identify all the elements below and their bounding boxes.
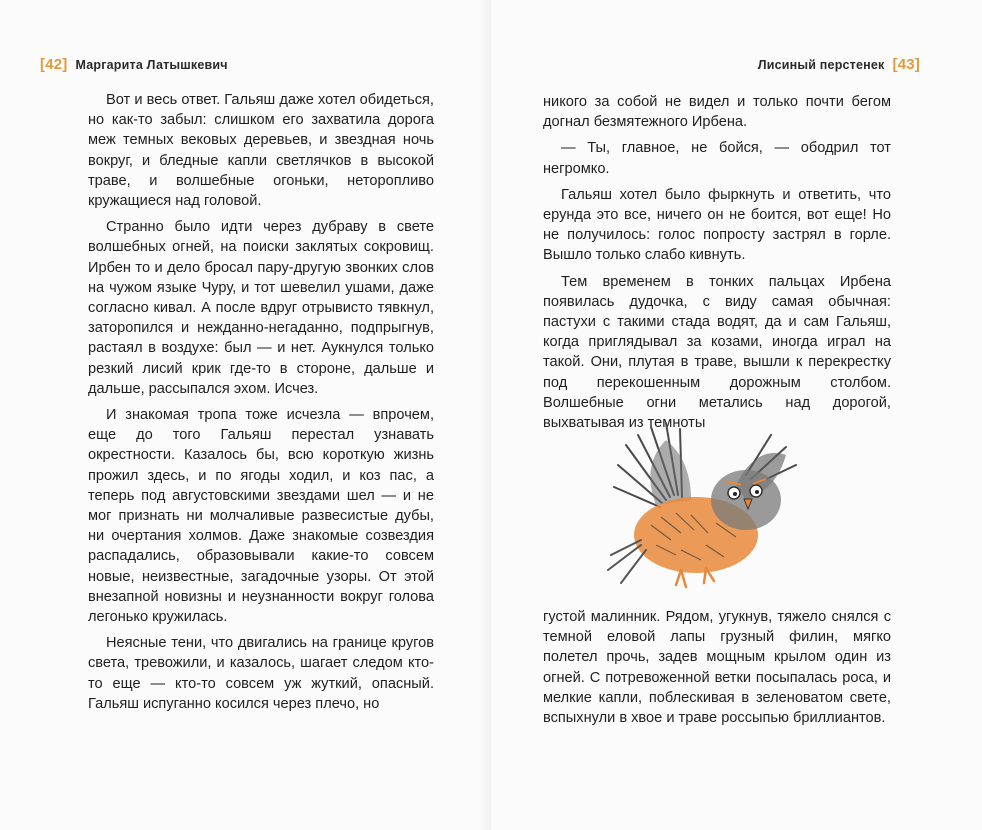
paragraph: Тем временем в тонких пальцах Ирбена появилась дудочка, с виду самая обычная: пастухи с такими стада водят, да и сам Гальяш, когда приглядывал за козами, иногда играл на такой. Они, плутая в траве, вышли к перекрестку под перекошенным дорожным столбом. Волшебные огни метались над дорогой, выхватывая из темноты bbox=[543, 273, 891, 432]
left-text-block bbox=[88, 90, 434, 720]
left-author-name: Маргарита Латышкевич bbox=[75, 58, 228, 72]
paragraph: Неясные тени, что двигались на границе кругов света, тревожили, и казалось, шагает следом кто-то еще — кто-то совсем уж жуткий, опасный. Гальяш испуганно косился через плечо, но bbox=[88, 635, 434, 712]
right-text-block-top bbox=[543, 92, 891, 439]
right-text-block-bottom bbox=[543, 607, 891, 734]
paragraph: — Ты, главное, не бойся, — ободрил тот негромко. bbox=[543, 140, 891, 177]
left-running-head bbox=[40, 56, 228, 73]
left-page-number: [42] bbox=[40, 56, 68, 73]
right-page bbox=[491, 0, 982, 830]
owl-illustration bbox=[596, 405, 826, 600]
paragraph: Странно было идти через дубраву в свете волшебных огней, на поиски заклятых сокровищ. Ирбен то и дело бросал пару-другую звонких слов на чужом языке Чуру, и тот шевелил ушами, даже согласно кивал. А после вдруг отрывисто тявкнул, заторопился и нежданно-негаданно, подпрыгнув, растаял в воздухе: был — и нет. Аукнулся только резкий лисий крик где-то в стороне, дальше и дальше, рассыпался эхом. Исчез. bbox=[88, 219, 434, 397]
right-running-head bbox=[758, 56, 920, 73]
owl-wing-shadow bbox=[650, 440, 691, 505]
right-chapter-title: Лисиный перстенек bbox=[757, 58, 885, 72]
paragraph: Гальяш хотел было фыркнуть и ответить, что ерунда это все, ничего он не боится, вот еще! Но не получилось: голос попросту застрял в горле. Вышло только слабо кивнуть. bbox=[543, 186, 891, 264]
paragraph: Вот и весь ответ. Гальяш даже хотел обидеться, но как-то забыл: слишком его захватила дорога меж темных вековых деревьев, и звездная ночь вокруг, и бледные капли светлячков в высокой траве, и волшебные огоньки, неторопливо кружащиеся над головой. bbox=[88, 92, 434, 210]
right-page-number: [43] bbox=[892, 56, 920, 73]
paragraph: густой малинник. Рядом, угукнув, тяжело снялся с темной еловой лапы грузный филин, мягко полетел прочь, задев мощным крылом один из огней. С потревоженной ветки посыпалась роса, и мелкие капли, поблескивая в зеленоватом свете, вспыхнули в хвое и траве россыпью бриллиантов. bbox=[543, 609, 891, 727]
paragraph: И знакомая тропа тоже исчезла — впрочем, еще до того Гальяш перестал узнавать окрестности. Казалось бы, всю короткую жизнь прожил здесь, и по ягоды ходил, и коз пас, а теперь под августовскими звездами шел — и не мог признать ни молчаливые развесистые дубы, ни очертания холмов. Даже знакомые созвездия распадались, образовывали какие-то совсем новые, неизвестные, загадочные узоры. От этой внезапной новизны и неузнанности вокруг голова легонько кружилась. bbox=[88, 407, 434, 626]
paragraph: никого за собой не видел и только почти бегом догнал безмятежного Ирбена. bbox=[543, 94, 891, 131]
